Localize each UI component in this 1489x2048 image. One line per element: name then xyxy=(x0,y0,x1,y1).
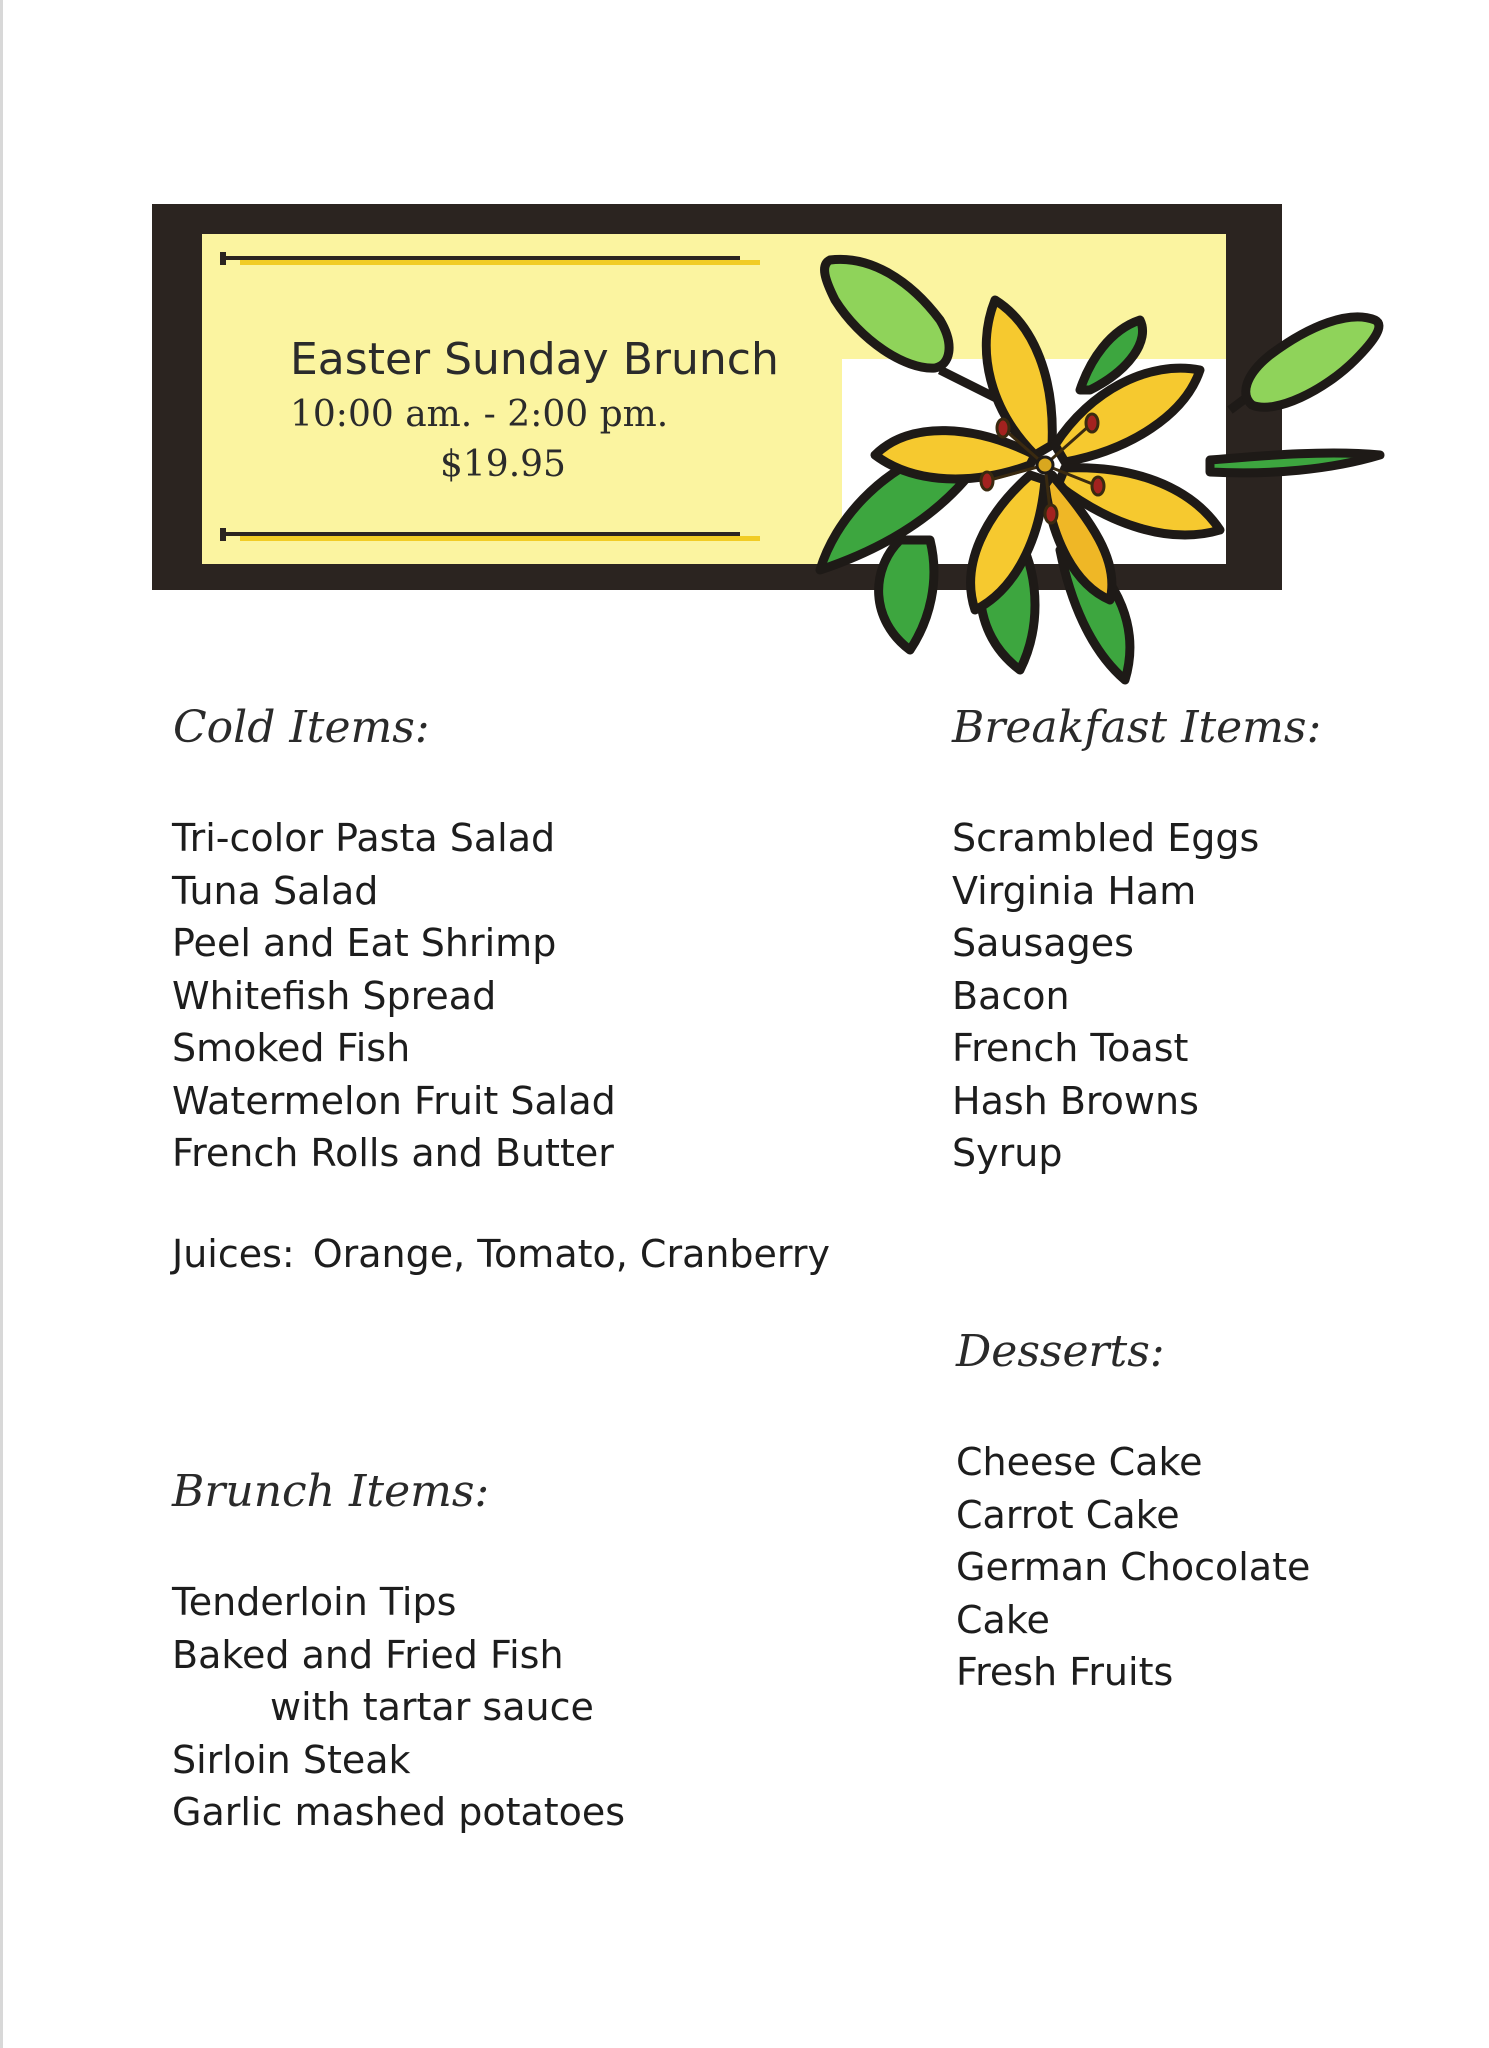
list-item: French Rolls and Butter xyxy=(172,1131,614,1175)
list-item: Tuna Salad xyxy=(172,868,379,913)
list-item: Baked and Fried Fish xyxy=(172,1632,564,1677)
page-edge xyxy=(0,0,3,2048)
juices-label: Juices: xyxy=(172,1232,295,1276)
list-item: Fresh Fruits xyxy=(956,1650,1174,1694)
banner-title: Easter Sunday Brunch xyxy=(290,334,779,385)
list-item: Bacon xyxy=(952,973,1070,1018)
desserts-heading: Desserts: xyxy=(956,1326,1165,1377)
list-item: German Chocolate xyxy=(956,1545,1311,1589)
desserts-list xyxy=(956,1436,1310,1699)
list-item: Garlic mashed potatoes xyxy=(172,1790,626,1834)
lily-flower-icon xyxy=(790,240,1400,690)
list-item: Watermelon Fruit Salad xyxy=(172,1078,616,1123)
list-item: Carrot Cake xyxy=(956,1492,1180,1537)
brunch-items-heading: Brunch Items: xyxy=(172,1466,490,1517)
list-item: Tri-color Pasta Salad xyxy=(172,816,556,860)
list-item: Scrambled Eggs xyxy=(952,816,1260,860)
list-item: Whitefish Spread xyxy=(172,973,497,1018)
bottom-rule xyxy=(220,532,760,541)
list-item: Sirloin Steak xyxy=(172,1737,411,1782)
list-item: Virginia Ham xyxy=(952,868,1197,913)
list-item: Sausages xyxy=(952,921,1134,965)
banner-price: $19.95 xyxy=(440,444,566,485)
list-item: Cake xyxy=(956,1597,1050,1642)
breakfast-items-list xyxy=(952,812,1259,1180)
list-item: French Toast xyxy=(952,1026,1189,1070)
list-item: Cheese Cake xyxy=(956,1440,1203,1484)
banner-hours: 10:00 am. - 2:00 pm. xyxy=(290,394,669,435)
list-item-subnote: with tartar sauce xyxy=(270,1685,594,1729)
list-item: Hash Browns xyxy=(952,1078,1199,1123)
juices-list: Orange, Tomato, Cranberry xyxy=(312,1232,831,1276)
cold-items-list xyxy=(172,812,616,1180)
list-item: Syrup xyxy=(952,1131,1063,1175)
cold-items-heading: Cold Items: xyxy=(173,702,430,753)
brunch-items-list xyxy=(172,1576,625,1839)
breakfast-items-heading: Breakfast Items: xyxy=(952,702,1322,753)
list-item: Peel and Eat Shrimp xyxy=(172,921,557,965)
juices-line xyxy=(172,1232,830,1276)
list-item: Smoked Fish xyxy=(172,1026,411,1070)
list-item: Tenderloin Tips xyxy=(172,1580,457,1624)
top-rule xyxy=(220,256,760,265)
